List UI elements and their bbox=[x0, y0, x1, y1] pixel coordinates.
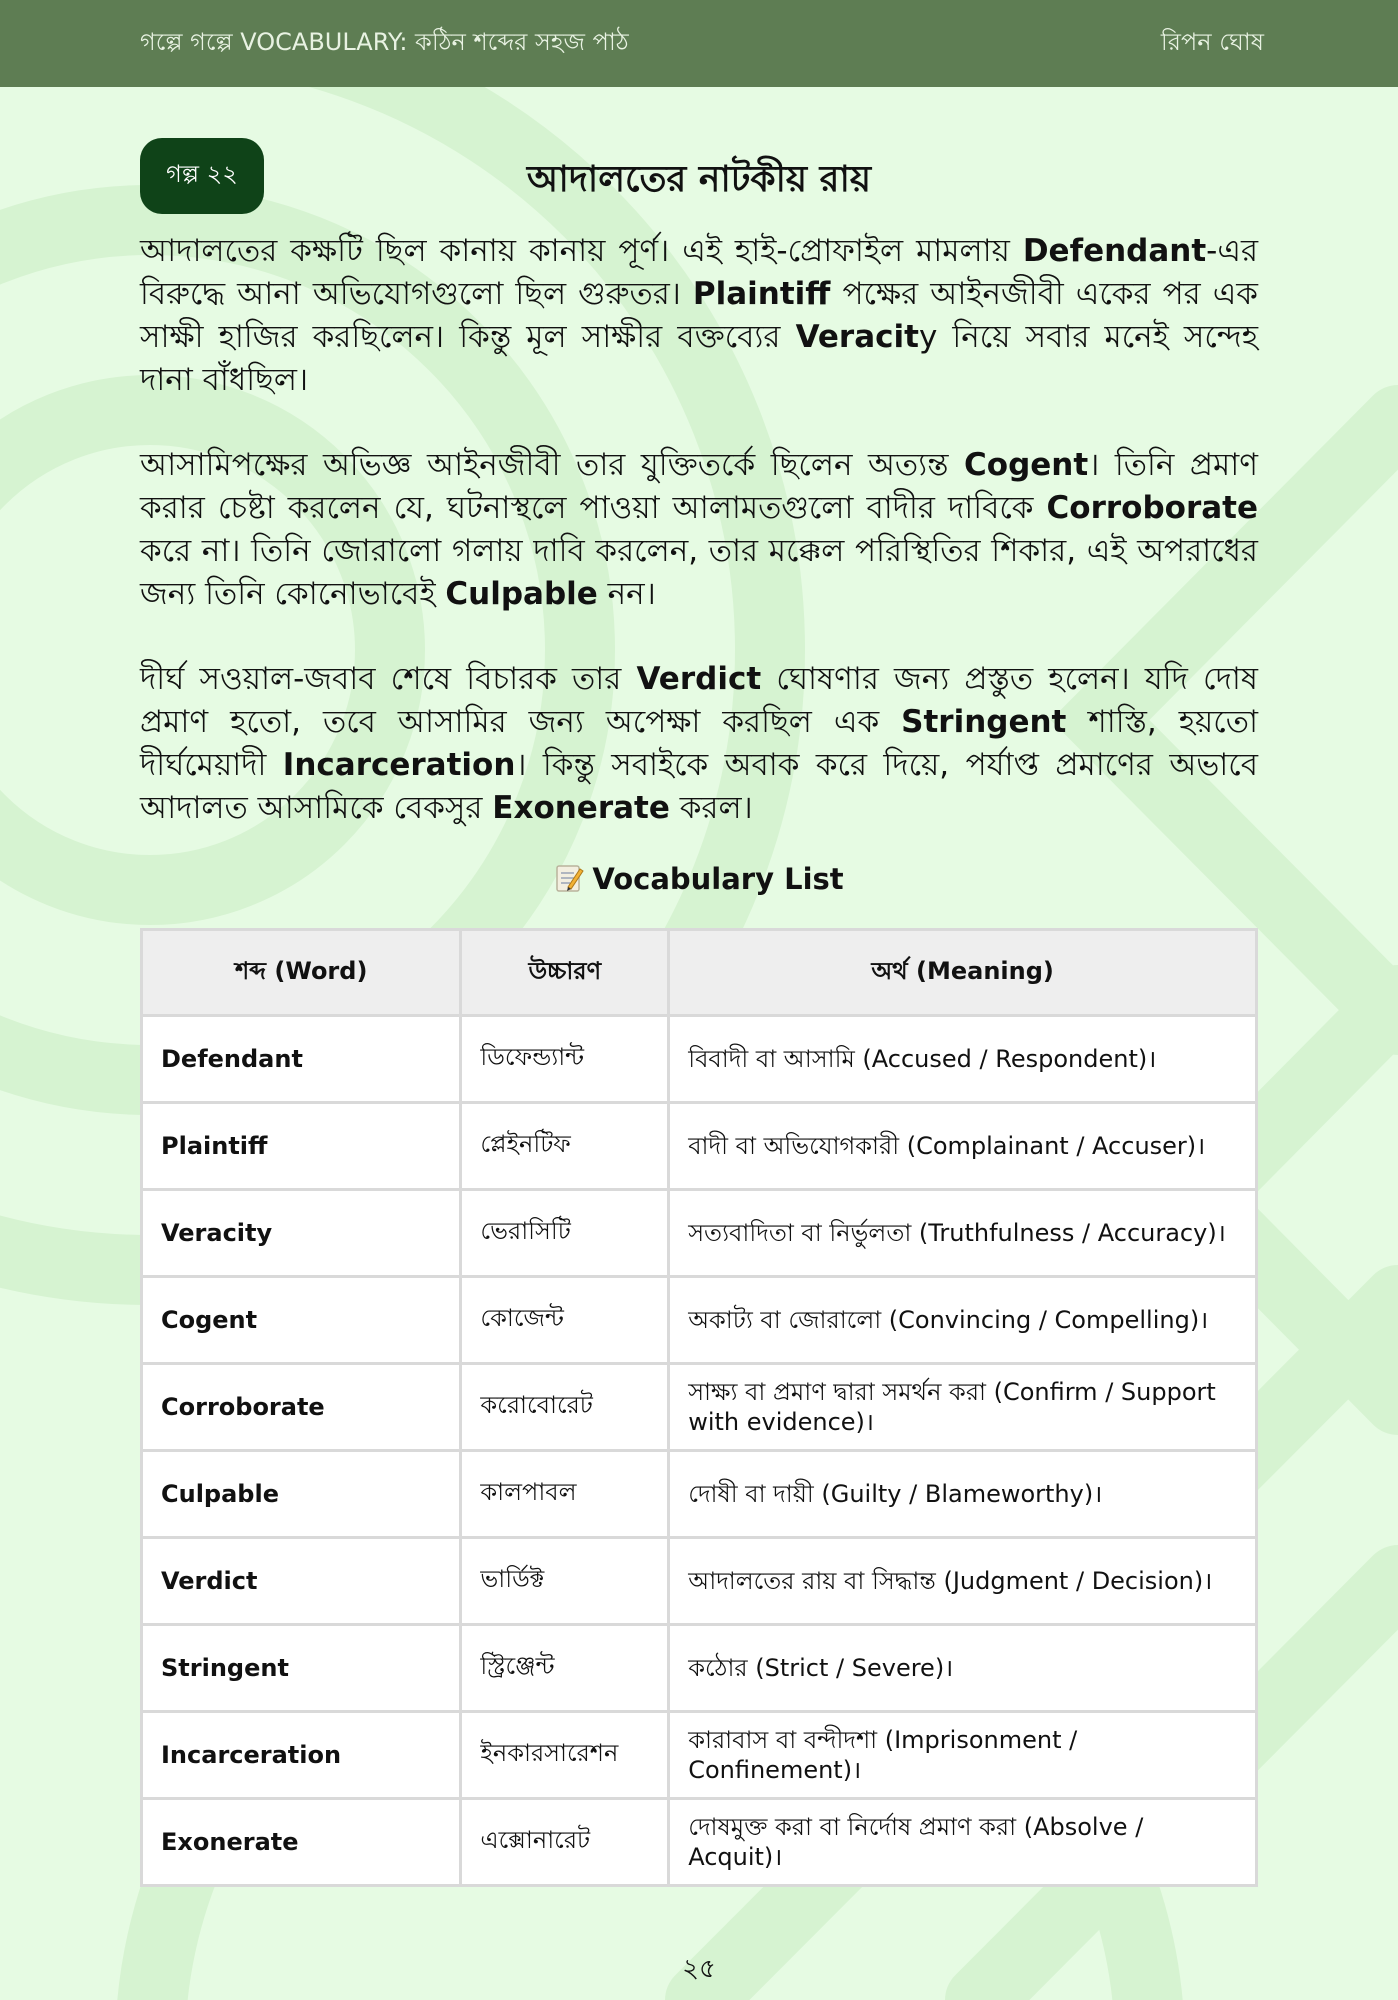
vocab-term: Plaintiff bbox=[692, 276, 831, 312]
vocab-word: Incarceration bbox=[142, 1712, 461, 1799]
page-number: ২৫ bbox=[682, 1954, 716, 1984]
vocab-term: Incarceration bbox=[282, 747, 516, 783]
vocab-pronunciation: ভার্ডিক্ট bbox=[461, 1538, 669, 1625]
vocab-word: Veracity bbox=[142, 1190, 461, 1277]
table-row bbox=[142, 1712, 1257, 1799]
vocab-pronunciation: কালপাবল bbox=[461, 1451, 669, 1538]
table-row bbox=[142, 1103, 1257, 1190]
memo-icon bbox=[554, 863, 584, 893]
table-row bbox=[142, 1451, 1257, 1538]
vocab-pronunciation: ইনকারসারেশন bbox=[461, 1712, 669, 1799]
vocab-meaning: বাদী বা অভিযোগকারী (Complainant / Accuser)। bbox=[669, 1103, 1257, 1190]
vocab-word: Exonerate bbox=[142, 1799, 461, 1886]
vocab-pronunciation: করোবোরেট bbox=[461, 1364, 669, 1451]
column-header-pronunciation: উচ্চারণ bbox=[461, 930, 669, 1016]
vocab-term: Culpable bbox=[445, 576, 598, 612]
vocabulary-list-heading bbox=[140, 862, 1258, 896]
vocab-term: Exonerate bbox=[492, 790, 670, 826]
vocabulary-table bbox=[140, 928, 1258, 1887]
table-row bbox=[142, 1799, 1257, 1886]
page-header bbox=[0, 0, 1398, 87]
vocab-word: Plaintiff bbox=[142, 1103, 461, 1190]
vocab-pronunciation: প্লেইনটিফ bbox=[461, 1103, 669, 1190]
story-paragraph: আদালতের কক্ষটি ছিল কানায় কানায় পূর্ণ। এই হাই-প্রোফাইল মামলায় Defendant-এর বিরুদ্ধে আনা অভিযোগগুলো ছিল গুরুতর। Plaintiff পক্ষের আইনজীবী একের পর এক সাক্ষী হাজির করছিলেন। কিন্তু মূল সাক্ষীর বক্তব্যের Veracity নিয়ে সবার মনেই সন্দেহ দানা বাঁধছিল। bbox=[140, 233, 1258, 398]
vocab-pronunciation: এক্সোনারেট bbox=[461, 1799, 669, 1886]
vocab-word: Defendant bbox=[142, 1016, 461, 1103]
vocab-meaning: কারাবাস বা বন্দীদশা (Imprisonment / Confinement)। bbox=[669, 1712, 1257, 1799]
vocab-term: Stringent bbox=[901, 704, 1067, 740]
vocab-meaning: দোষী বা দায়ী (Guilty / Blameworthy)। bbox=[669, 1451, 1257, 1538]
vocab-meaning: সত্যবাদিতা বা নির্ভুলতা (Truthfulness / Accuracy)। bbox=[669, 1190, 1257, 1277]
vocab-pronunciation: কোজেন্ট bbox=[461, 1277, 669, 1364]
vocab-word: Verdict bbox=[142, 1538, 461, 1625]
vocab-meaning: অকাট্য বা জোরালো (Convincing / Compelling)। bbox=[669, 1277, 1257, 1364]
table-row bbox=[142, 1538, 1257, 1625]
vocab-pronunciation: ডিফেন্ড্যান্ট bbox=[461, 1016, 669, 1103]
vocab-pronunciation: স্ট্রিঞ্জেন্ট bbox=[461, 1625, 669, 1712]
vocab-pronunciation: ভেরাসিটি bbox=[461, 1190, 669, 1277]
book-title: গল্পে গল্পে VOCABULARY: কঠিন শব্দের সহজ পাঠ bbox=[140, 28, 629, 56]
author-name: রিপন ঘোষ bbox=[1160, 28, 1264, 56]
vocab-term: Verdict bbox=[636, 661, 762, 697]
vocab-term: Cogent bbox=[964, 447, 1089, 483]
column-header-word: শব্দ (Word) bbox=[142, 930, 461, 1016]
vocab-meaning: সাক্ষ্য বা প্রমাণ দ্বারা সমর্থন করা (Confirm / Support with evidence)। bbox=[669, 1364, 1257, 1451]
vocab-meaning: দোষমুক্ত করা বা নির্দোষ প্রমাণ করা (Absolve / Acquit)। bbox=[669, 1799, 1257, 1886]
vocab-word: Stringent bbox=[142, 1625, 461, 1712]
table-row bbox=[142, 1190, 1257, 1277]
vocab-word: Culpable bbox=[142, 1451, 461, 1538]
vocab-word: Corroborate bbox=[142, 1364, 461, 1451]
table-row bbox=[142, 1277, 1257, 1364]
table-row bbox=[142, 1364, 1257, 1451]
story-title: আদালতের নাটকীয় রায় bbox=[526, 159, 872, 200]
vocab-term: Defendant bbox=[1022, 233, 1207, 269]
vocabulary-list-title: Vocabulary List bbox=[592, 862, 844, 896]
table-header-row bbox=[142, 930, 1257, 1016]
vocab-term: Veracit bbox=[795, 319, 919, 355]
table-row bbox=[142, 1016, 1257, 1103]
vocab-meaning: বিবাদী বা আসামি (Accused / Respondent)। bbox=[669, 1016, 1257, 1103]
vocab-term: Corroborate bbox=[1046, 490, 1258, 526]
vocab-meaning: কঠোর (Strict / Severe)। bbox=[669, 1625, 1257, 1712]
column-header-meaning: অর্থ (Meaning) bbox=[669, 930, 1257, 1016]
story-paragraph: দীর্ঘ সওয়াল-জবাব শেষে বিচারক তার Verdict ঘোষণার জন্য প্রস্তুত হলেন। যদি দোষ প্রমাণ হতো, তবে আসামির জন্য অপেক্ষা করছিল এক Stringent শাস্তি, হয়তো দীর্ঘমেয়াদী Incarceration। কিন্তু সবাইকে অবাক করে দিয়ে, পর্যাপ্ত প্রমাণের অভাবে আদালত আসামিকে বেকসুর Exonerate করল। bbox=[140, 661, 1258, 826]
table-row bbox=[142, 1625, 1257, 1712]
story-number-badge: গল্প ২২ bbox=[140, 138, 264, 214]
story-paragraph: আসামিপক্ষের অভিজ্ঞ আইনজীবী তার যুক্তিতর্কে ছিলেন অত্যন্ত Cogent। তিনি প্রমাণ করার চেষ্টা করলেন যে, ঘটনাস্থলে পাওয়া আলামতগুলো বাদীর দাবিকে Corroborate করে না। তিনি জোরালো গলায় দাবি করলেন, তার মক্কেল পরিস্থিতির শিকার, এই অপরাধের জন্য তিনি কোনোভাবেই Culpable নন। bbox=[140, 447, 1259, 612]
vocab-meaning: আদালতের রায় বা সিদ্ধান্ত (Judgment / Decision)। bbox=[669, 1538, 1257, 1625]
vocab-word: Cogent bbox=[142, 1277, 461, 1364]
